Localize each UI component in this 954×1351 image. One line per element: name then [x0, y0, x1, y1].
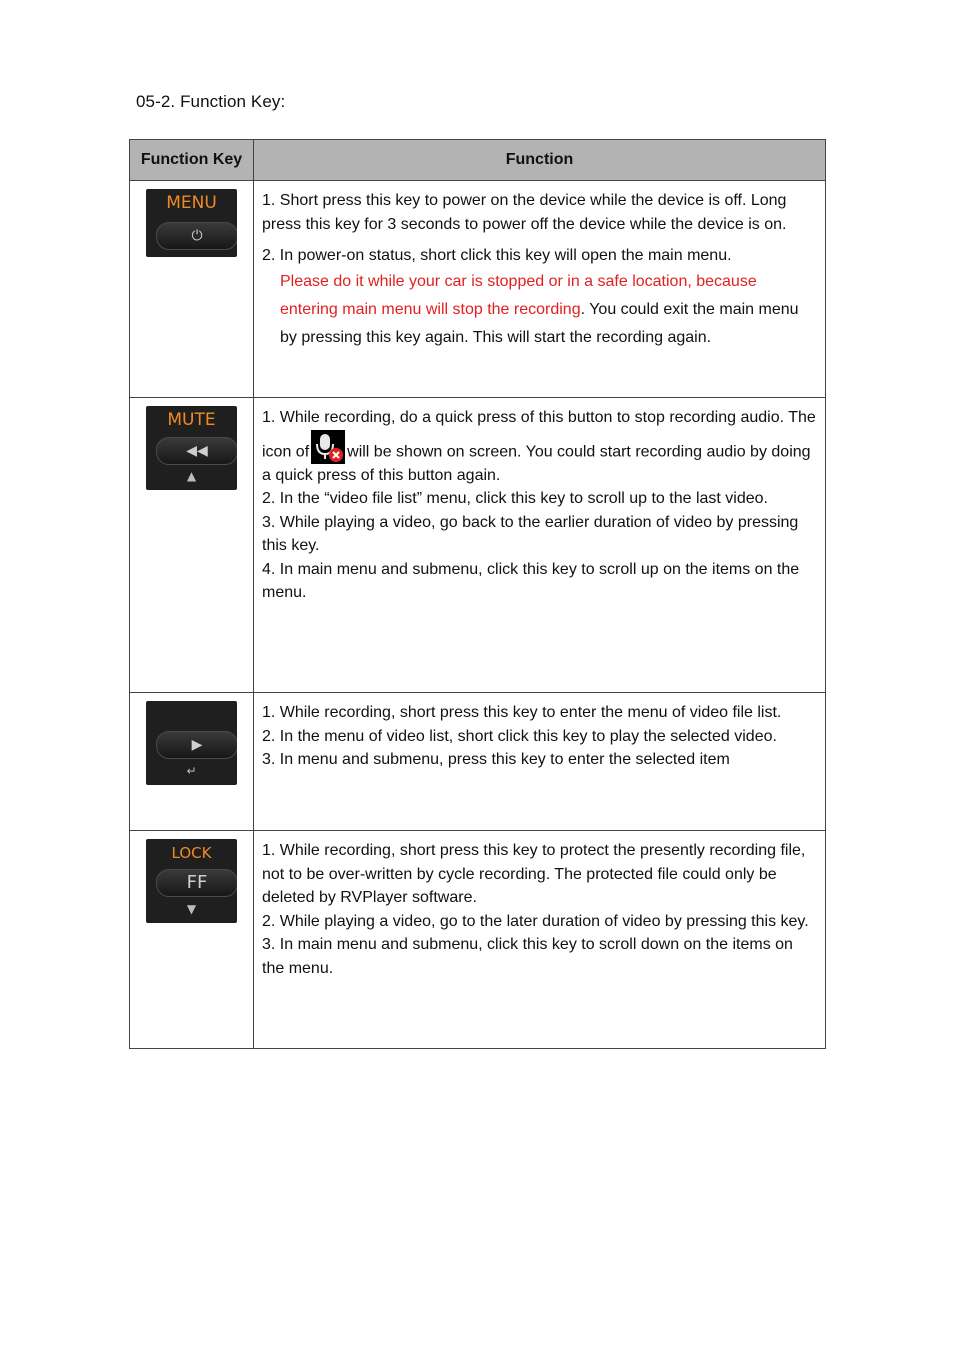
description-line: 2. In the menu of video list, short click this key to play the selected video.	[262, 727, 777, 745]
description-line: 1. While recording, short press this key to protect the presently recording file, not to be over-written by cycle recording. The protected file could only be deleted by RVPlayer software.	[262, 842, 806, 906]
description-text: will be shown on screen. You could start recording audio by doing a quick press of this button again.	[262, 443, 811, 484]
table-header-row	[130, 140, 826, 181]
enter-icon: ↵	[186, 764, 197, 778]
enter-key-image	[146, 701, 237, 785]
mute-mic-icon	[311, 430, 345, 464]
key-image-cell	[130, 831, 254, 1049]
function-description	[254, 693, 826, 831]
lock-key-image	[146, 839, 237, 923]
function-description	[254, 831, 826, 1049]
key-image-cell	[130, 181, 254, 398]
description-line: 2. In power-on status, short click this key will open the main menu.	[262, 247, 732, 264]
description-line: 1. While recording, short press this key to enter the menu of video file list.	[262, 704, 782, 721]
rewind-icon: ◀◀	[156, 437, 237, 465]
description-text: 1. While recording, do a quick press of this button to stop recording audio. The icon of	[262, 409, 816, 460]
up-arrow-icon: ▲	[186, 469, 197, 483]
description-line: 2. In the “video file list” menu, click this key to scroll up to the last video.	[262, 490, 768, 507]
table-row-mute	[130, 398, 826, 693]
menu-key-image	[146, 189, 237, 257]
key-label: LOCK	[171, 844, 212, 862]
key-label: MUTE	[167, 410, 216, 430]
description-line: 1. Short press this key to power on the device while the device is off. Long press this key for 3 seconds to power off the device while the device is on.	[262, 192, 787, 233]
description-line: 2. While playing a video, go to the later duration of video by pressing this key.	[262, 912, 809, 930]
table-row-lock	[130, 831, 826, 1049]
description-text: . You could exit the main menu by pressing this key again. This will start the recording again.	[280, 300, 799, 346]
table-row-enter	[130, 693, 826, 831]
description-warning-paragraph	[280, 268, 817, 352]
table-row-menu	[130, 181, 826, 398]
description-line: 3. While playing a video, go back to the earlier duration of video by pressing this key.	[262, 513, 799, 554]
play-icon: ▶	[156, 731, 237, 759]
description-paragraph	[262, 406, 817, 487]
description-line: 3. In menu and submenu, press this key to enter the selected item	[262, 751, 730, 768]
warning-text: Please do it while your car is stopped or in a safe location, because entering main menu will stop the recording	[280, 272, 757, 318]
mute-key-image	[146, 406, 237, 490]
description-line: 3. In main menu and submenu, click this key to scroll down on the items on the menu.	[262, 936, 793, 977]
function-key-table	[129, 139, 826, 1049]
down-arrow-icon: ▼	[186, 902, 197, 916]
description-line: 4. In main menu and submenu, click this key to scroll up on the items on the menu.	[262, 560, 800, 601]
function-description	[254, 181, 826, 398]
header-function: Function	[254, 140, 826, 181]
header-function-key: Function Key	[130, 140, 254, 181]
key-image-cell	[130, 398, 254, 693]
key-label: MENU	[166, 193, 217, 213]
function-description	[254, 398, 826, 693]
key-image-cell	[130, 693, 254, 831]
power-icon: ⏻	[156, 222, 237, 250]
section-title: 05-2. Function Key:	[136, 92, 286, 111]
fast-forward-label: FF	[156, 869, 237, 897]
